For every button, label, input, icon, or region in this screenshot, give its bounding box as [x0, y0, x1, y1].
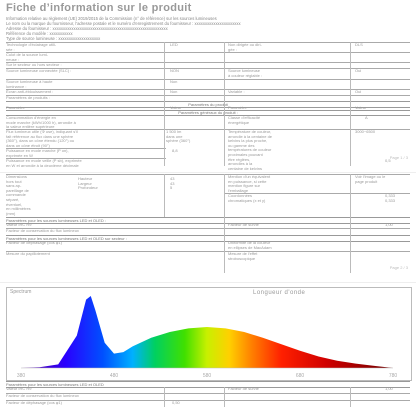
color-uniformity-label: Uniformité de la couleur en ellipses de MacAdam [228, 240, 272, 250]
equivalence-value: Voir l'image ou le page produit [355, 174, 386, 184]
flicker-label: Mesure du papillotement [6, 251, 50, 256]
r9-label: Valeur IRC R9 [6, 386, 32, 391]
param-value: Non [170, 79, 178, 84]
page-2 [0, 172, 416, 276]
param-label: Sur le secteur ou hors secteur : [6, 62, 62, 67]
section-header: Paramètres généraux du produit : [6, 110, 410, 116]
equivalence-label: Mention d'un équivalent en puissance, si cette mention figure sur l'emballage [228, 174, 271, 193]
phase-factor-label: Facteur de déphasage (cos φ1) [6, 400, 62, 405]
param-label: Paramètres de produits : [6, 95, 50, 100]
section-header: Paramètres pour les sources lumineuses LED et OLED [6, 381, 410, 388]
body-label: Température de couleur, arrondie à la centaine de kelvins la plus proche, ou gamme des températures de couleur proximales pouvant être réglées, arrondies à la centaine de kelvins [228, 129, 273, 171]
flux-conservation-label: Facteur de conservation du flux lumineux [6, 228, 79, 233]
survival-label: Facteur de survie [228, 386, 259, 391]
intro-line-1: Information relative au règlement (UE) 2019/2015 de la Commission (n° de référence) sur les sources lumineuses [6, 16, 217, 21]
body-label: Consommation d'énergie en mode marche (kWh/1000 h), arrondie à la valeur entière supérieure [6, 115, 76, 130]
column-header: Valeur [355, 105, 367, 110]
param-value: Non [170, 89, 178, 94]
x-tick-label: 680 [295, 373, 305, 379]
document-title: Fiche d’information sur le produit [6, 2, 192, 14]
page-3 [0, 282, 416, 417]
body-label: Classe d'efficacité énergétique [228, 115, 261, 125]
intro-line-4: Référence du modèle : xxxxxxxxxxx [6, 31, 73, 36]
param-label: Culot de la source lumi- neuse : [6, 52, 49, 62]
body-label: Flux lumineux utile (Φ use), indiquant s'il fait référence au flux dans une sphère (360°), dans un cône étendu (120°) ou dans un cône étroit (90°) [6, 129, 78, 148]
dimensions-sublabels: Hauteur Largeur Profondeur [78, 176, 98, 191]
column-header: Valeur [170, 105, 182, 110]
phase-factor-label: Facteur de déphasage (cos φ1) [6, 240, 62, 245]
x-tick-label: 380 [16, 373, 26, 379]
param-label: Source lumineuse à couleur réglable : [228, 68, 263, 78]
chromaticity-value: 0,333 0,333 [385, 193, 396, 203]
param-label: Variable : [228, 89, 245, 94]
intro-line-3: Adresse du fournisseur : xxxxxxxxxxxxxxxxxxxxxxxxxxxxxxxxxxxxxxxxxxxxxxxxxxxxxxx [6, 26, 168, 31]
flux-conservation-label: Facteur de conservation du flux lumineux [6, 393, 79, 398]
param-value: NON [170, 68, 179, 73]
param-label: Technologie d'éclairage utili- sée : [6, 42, 57, 52]
spectrum-title: Spectrum [10, 289, 32, 295]
page-1 [0, 0, 416, 171]
dimensions-values: 43 43 5 [170, 176, 175, 191]
spectrum-area [21, 296, 393, 368]
r9-label: Valeur IRC R9 [6, 222, 32, 227]
spectrum-chart [6, 287, 412, 381]
intro-line-5: Type de source lumineuse : xxxxxxxxxxxxxxxxxxxx [6, 36, 101, 41]
param-label: Écran anti-éblouissement : [6, 89, 54, 94]
body-value: A [365, 115, 368, 120]
x-tick-label: 780 [388, 373, 398, 379]
body-value: 0,5 [385, 158, 391, 163]
page-number: Page 1 / 3 [389, 155, 408, 160]
survival-value: 1,00 [385, 222, 393, 227]
survival-value: 1,00 [385, 386, 393, 391]
chromaticity-label: Coordonnées chromatiques (x et y) [228, 193, 266, 203]
spectrum-axis-label: Longueur d'onde [253, 290, 306, 296]
phase-factor-value: 0,50 [172, 400, 180, 405]
body-label: Puissance en mode marche (P on), exprimée en W [6, 148, 69, 158]
column-header: Paramètre [6, 105, 25, 110]
param-value: LED [170, 42, 178, 47]
column-header: Paramètre [228, 105, 247, 110]
page-number: Page 2 / 3 [389, 265, 408, 270]
dimensions-label: Dimensions hors tout sans ap- pareillage de commande séparé, éventuel, en millimètres (mm) [6, 174, 31, 216]
section-header: Paramètres du produit [6, 101, 410, 108]
intro-line-2: Le nom ou la marque du fournisseur, l'adresse postale et le numéro d'enregistrement du fournisseur : xxxxxxxxxxxxxxxxxxxxxx [6, 21, 241, 26]
x-tick-label: 580 [202, 373, 212, 379]
body-value: 1 500 lm dans une sphère (360°) [166, 129, 191, 144]
param-value: DLS [355, 42, 363, 47]
survival-label: Facteur de survie [228, 222, 259, 227]
param-value: Oui [355, 68, 362, 73]
param-label: Source lumineuse à haute luminance : [6, 79, 53, 89]
body-value: 3000~6500 [355, 129, 376, 134]
spectrum-svg [7, 288, 411, 380]
param-value: Oui [355, 89, 362, 94]
stroboscopic-label: Mesure de l'effet stroboscopique [228, 251, 258, 261]
x-tick-label: 480 [109, 373, 119, 379]
body-value: 8,8 [172, 148, 178, 153]
param-label: Source lumineuse connectée (SLC) : [6, 68, 72, 73]
param-label: Non dirigée ou diri- gée : [228, 42, 262, 52]
body-label: Puissance en mode veille (P sb), exprimée en W et arrondie à la deuxième décimale [6, 158, 82, 168]
section-header: Paramètres pour les sources lumineuses LED et OLED : [6, 217, 410, 224]
section-header: Paramètres pour les sources lumineuses LED et OLED sur secteur : [6, 235, 410, 242]
